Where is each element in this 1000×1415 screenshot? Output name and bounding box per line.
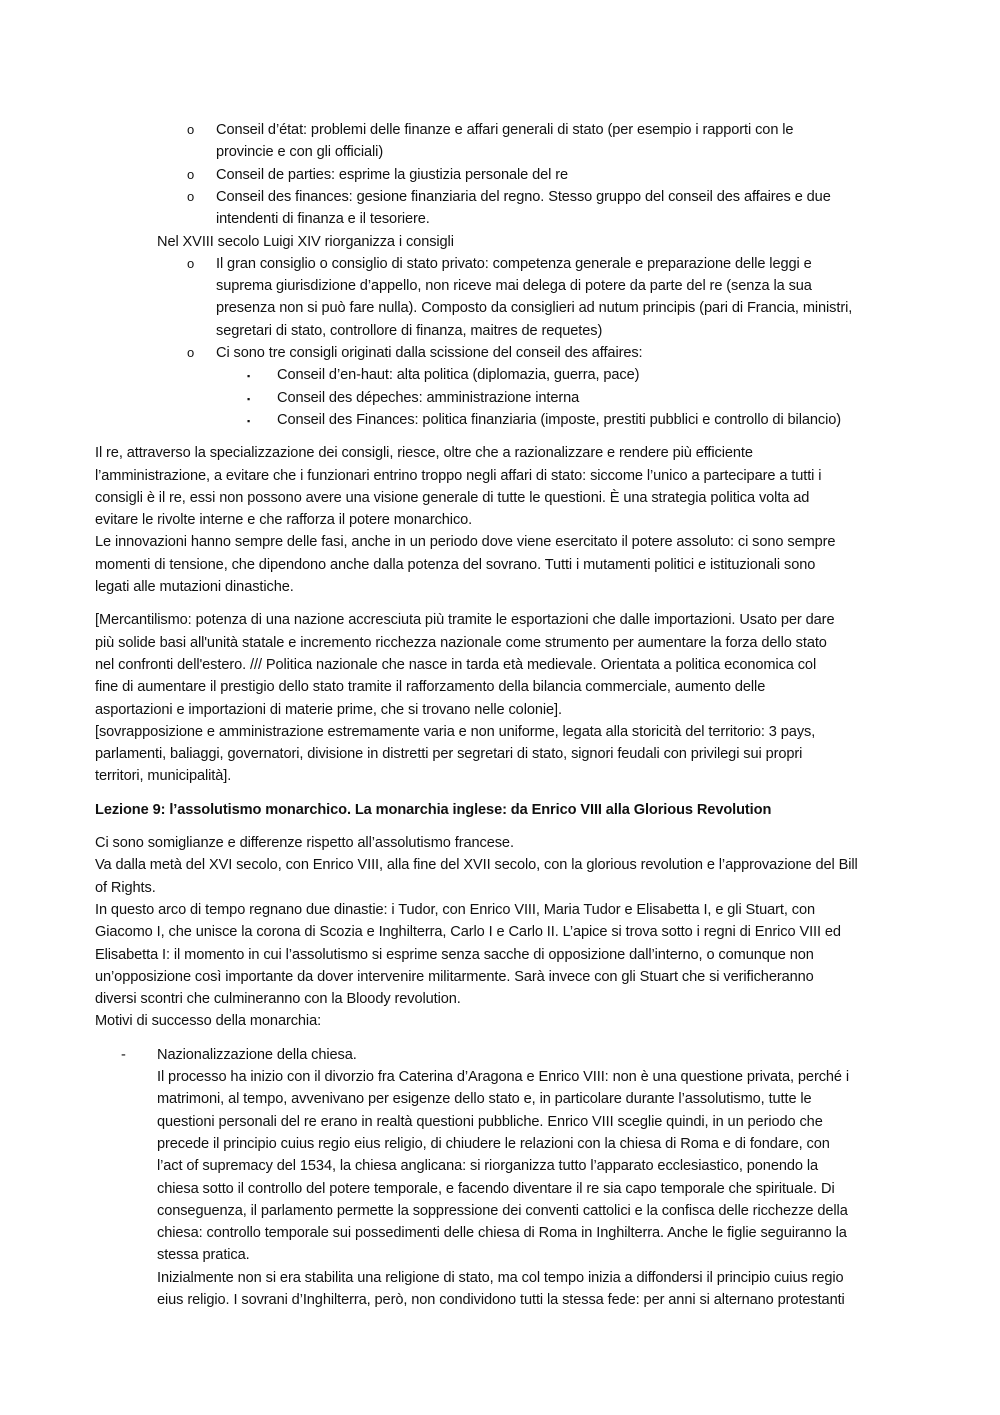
bullet-square: ▪ xyxy=(247,393,251,404)
list-item-line: provincie e con gli officiali) xyxy=(216,144,384,161)
list-item-line: presenza non si può fare nulla). Composto da consiglieri ad nutum principis (pari di Francia, ministri, xyxy=(216,300,853,317)
paragraph-line: Va dalla metà del XVI secolo, con Enrico VIII, alla fine del XVII secolo, con la glorious revolution e l’approvazione del Bill xyxy=(95,857,858,874)
paragraph-line: [Mercantilismo: potenza di una nazione accresciuta più tramite le esportazioni che dalle importazioni. Usato per dare xyxy=(95,612,835,629)
paragraph-line: momenti di tensione, che dipendono anche dalla potenza del sovrano. Tutti i mutamenti politici e istituzionali sono xyxy=(95,556,816,573)
paragraph-line: Motivi di successo della monarchia: xyxy=(95,1013,322,1030)
paragraph-line: nel confronti dell'estero. /// Politica nazionale che nasce in tarda età medievale. Orientata a politica economica col xyxy=(95,656,817,673)
paragraph-line: diversi scontri che culmineranno con la Bloody revolution. xyxy=(95,991,461,1008)
paragraph-line: un’opposizione così importante da dover intervenire militarmente. Sarà invece con gli Stuart che si verificheranno xyxy=(95,968,814,985)
list-item-line: chiesa: controllo temporale sui possedimenti delle chiesa di Roma in Inghilterra. Anche le figlie seguiranno la xyxy=(157,1225,847,1242)
paragraph-line: Giacomo I, che unisce la corona di Scozia e Inghilterra, Carlo I e Carlo II. L’apice si trova sotto i regni di Enrico VIII ed xyxy=(95,924,841,941)
bullet-circle: o xyxy=(187,345,195,360)
paragraph-line: asportazioni e importazioni di materie prime, che si trovano nelle colonie]. xyxy=(95,701,562,718)
paragraph-line: Ci sono somiglianze e differenze rispetto all’assolutismo francese. xyxy=(95,835,514,851)
bullet-circle: o xyxy=(187,188,195,204)
paragraph-line: territori, municipalità]. xyxy=(95,768,232,785)
section-heading: Lezione 9: l’assolutismo monarchico. La monarchia inglese: da Enrico VIII alla Glorious Revolution xyxy=(95,801,772,818)
paragraph-line: più solide basi all'unità statale e incremento ricchezza nazionale come strumento per aumentare la forza dello stato xyxy=(95,634,827,651)
paragraph-line: l’amministrazione, a evitare che i funzionari entrino troppo negli affari di stato: siccome l’unico a partecipare a tutti i xyxy=(95,467,822,484)
list-item-line: Conseil d’état: problemi delle finanze e affari generali di stato (per esempio i rapporti con le xyxy=(216,122,794,138)
paragraph-line: parlamenti, baliaggi, governatori, divisione in distretti per segretari di stato, signori feudali con privilegi sui propri xyxy=(95,746,803,763)
list-item-line: intendenti di finanza e il tesoriere. xyxy=(216,211,430,228)
list-item-line: Conseil d’en-haut: alta politica (diplomazia, guerra, pace) xyxy=(277,367,640,384)
list-item-line: Nazionalizzazione della chiesa. xyxy=(157,1046,357,1063)
paragraph-line: Elisabetta I: il momento in cui l’assolutismo si esprime senza sacche di opposizione dall’interno, o comunque non xyxy=(95,946,814,963)
list-item-line: conseguenza, il parlamento permette la soppressione dei conventi cattolici e la confisca delle ricchezze della xyxy=(157,1202,848,1219)
list-item-line: l’act of supremacy del 1534, la chiesa anglicana: si riorganizza tutto l’apparato ecclesiastico, ponendo la xyxy=(157,1158,819,1175)
paragraph-line: consigli è il re, essi non possono avere una visione generale di tutte le questioni. È una strategia politica volta ad xyxy=(95,489,810,506)
paragraph-line: of Rights. xyxy=(95,879,156,896)
list-item-line: Ci sono tre consigli originati dalla scissione del conseil des affaires: xyxy=(216,345,643,361)
list-item-line: matrimoni, al tempo, avvenivano per esigenze dello stato e, in particolare durante l’assolutismo, tutte le xyxy=(157,1091,812,1108)
list-item-line: Conseil des dépeches: amministrazione interna xyxy=(277,389,580,406)
list-item-line: stessa pratica. xyxy=(157,1247,250,1264)
list-item-line: Il gran consiglio o consiglio di stato privato: competenza generale e preparazione delle leggi e xyxy=(216,255,812,272)
paragraph-line: Nel XVIII secolo Luigi XIV riorganizza i consigli xyxy=(157,233,454,250)
list-item-line: Conseil de parties: esprime la giustizia personale del re xyxy=(216,166,569,183)
list-item-line: suprema giurisdizione d’appello, non riceve mai delega di potere da parte del re (senza la sua xyxy=(216,278,812,295)
list-item-line: Conseil des finances: gesione finanziaria del regno. Stesso gruppo del conseil des affaires e due xyxy=(216,188,831,205)
paragraph-line: Le innovazioni hanno sempre delle fasi, anche in un periodo dove viene esercitato il potere assoluto: ci sono sempre xyxy=(95,534,836,551)
list-item-line: questioni personali del re erano in realtà questioni pubbliche. Enrico VIII sceglie quindi, in un periodo che xyxy=(157,1113,823,1130)
list-item-line: eius religio. I sovrani d’Inghilterra, però, non condividono tutti la stessa fede: per anni si alternano protestanti xyxy=(157,1292,845,1308)
list-item-line: chiesa sotto il controllo del potere temporale, e facendo diventare il re sia capo temporale che spirituale. Di xyxy=(157,1180,835,1197)
bullet-circle: o xyxy=(187,255,195,271)
list-item-line: Conseil des Finances: politica finanziaria (imposte, prestiti pubblici e controllo di bilancio) xyxy=(277,411,841,428)
paragraph-line: Il re, attraverso la specializzazione dei consigli, riesce, oltre che a razionalizzare e rendere più efficiente xyxy=(95,445,753,462)
paragraph-line: In questo arco di tempo regnano due dinastie: i Tudor, con Enrico VIII, Maria Tudor e Elisabetta I, e gli Stuart, con xyxy=(95,901,816,918)
bullet-square: ▪ xyxy=(247,371,251,382)
paragraph-line: legati alle mutazioni dinastiche. xyxy=(95,579,294,595)
paragraph-line: evitare le rivolte interne e che rafforza il potere monarchico. xyxy=(95,512,473,529)
list-item-line: precede il principio cuius regio eius religio, di chiudere le relazioni con la chiesa di Roma e di fondare, con xyxy=(157,1135,830,1152)
list-item-line: segretari di stato, controllore di finanza, maitres de requetes) xyxy=(216,322,603,339)
bullet-square: ▪ xyxy=(247,415,251,426)
list-item-line: Il processo ha inizio con il divorzio fra Caterina d’Aragona e Enrico VIII: non è una questione privata, perché i xyxy=(157,1069,850,1085)
list-item-line: Inizialmente non si era stabilita una religione di stato, ma col tempo inizia a diffondersi il principio cuius regio xyxy=(157,1269,844,1286)
paragraph-line: fine di aumentare il prestigio dello stato tramite il rafforzamento della bilancia commerciale, aumento delle xyxy=(95,679,766,696)
paragraph-line: [sovrapposizione e amministrazione estremamente varia e non uniforme, legata alla storicità del territorio: 3 pays, xyxy=(95,723,816,740)
bullet-circle: o xyxy=(187,166,195,182)
bullet-dash: - xyxy=(121,1046,126,1063)
bullet-circle: o xyxy=(187,122,195,137)
